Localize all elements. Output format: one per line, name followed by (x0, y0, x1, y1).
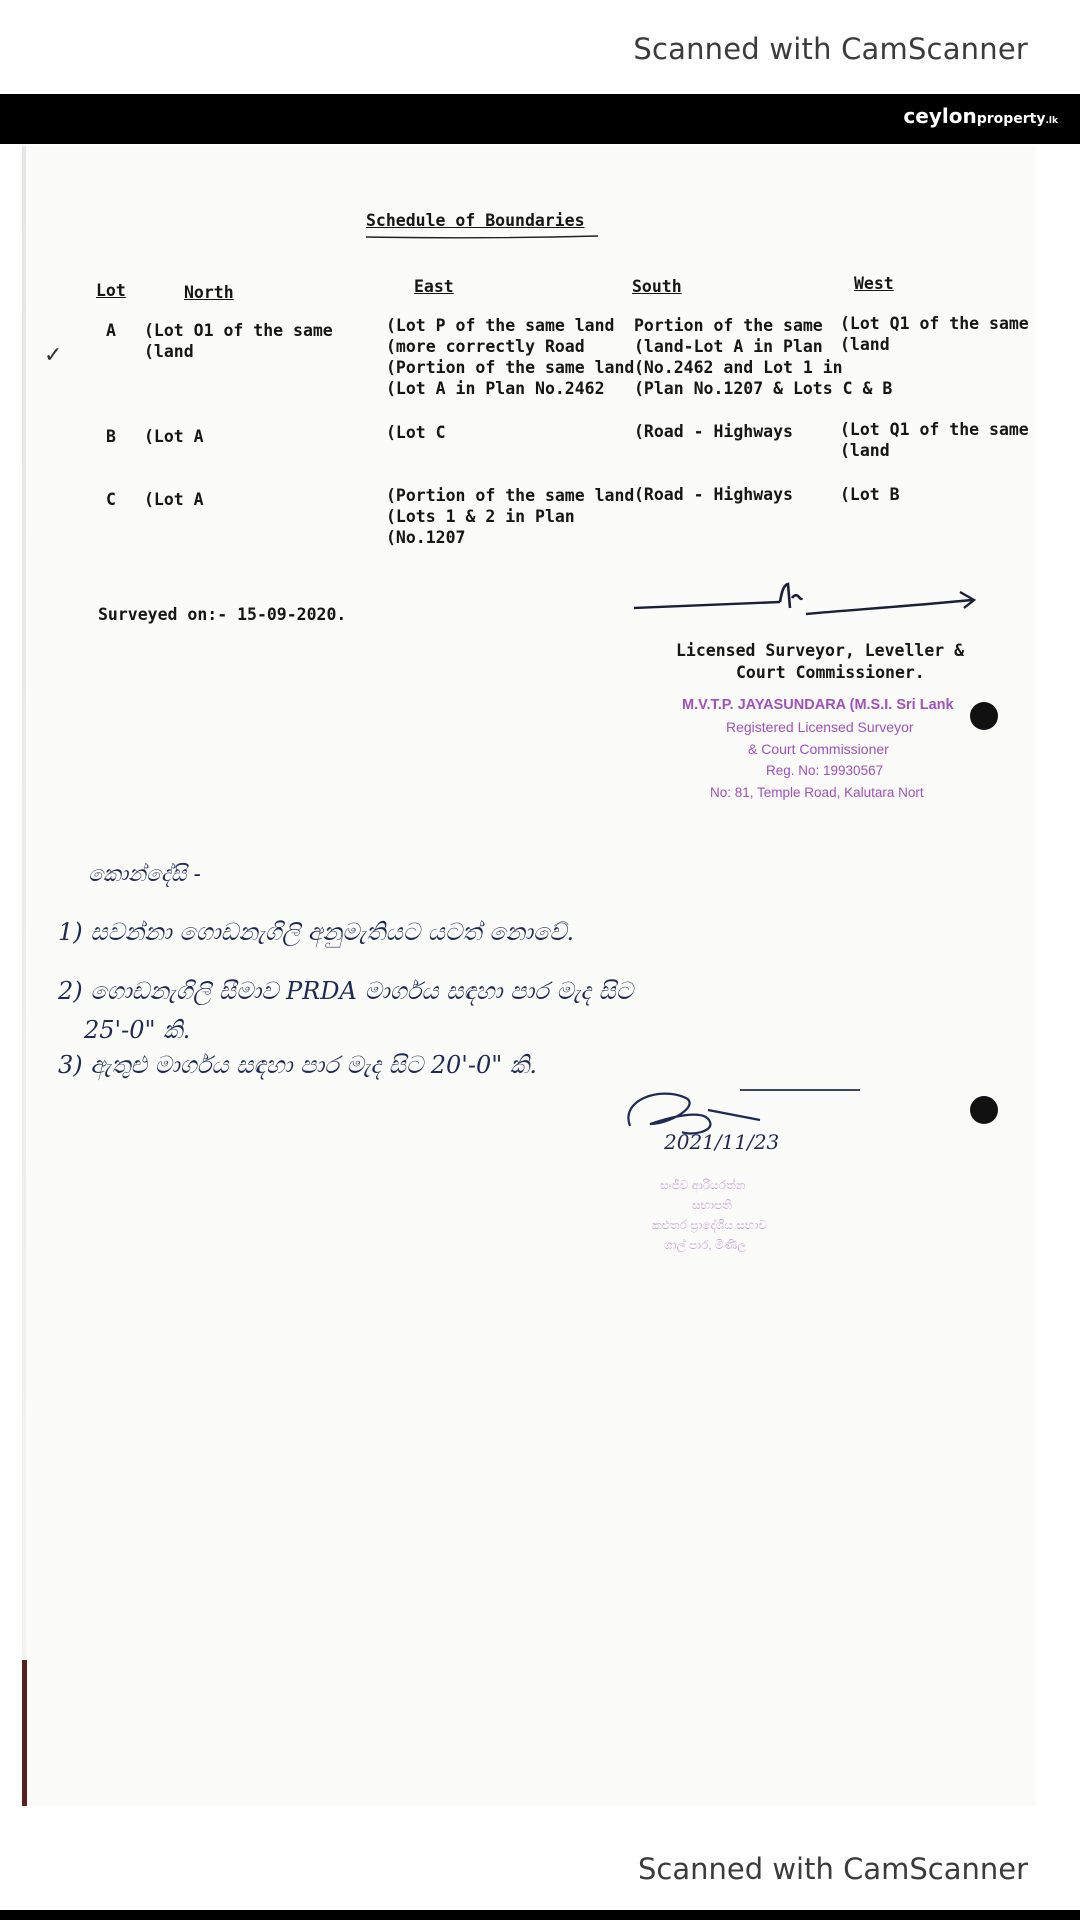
row-c-west: (Lot B (840, 485, 900, 504)
row-c-east: (Portion of the same land (Lots 1 & 2 in Plan (No.1207 (386, 486, 635, 547)
condition-1: 1) සවන්නා ගොඩනැගිලි අනුමැතියට යටත් නොවේ. (58, 918, 575, 946)
row-b-south: (Road - Highways (634, 422, 793, 441)
surveyor-title-2: Court Commissioner. (736, 663, 925, 682)
row-b-lot: B (106, 427, 116, 446)
condition-2-cont: 25'-0" කි. (84, 1016, 191, 1044)
row-a-south: Portion of the same (land-Lot A in Plan (No.2462 and Lot 1 in (Plan No.1207 & Lots C & B (634, 316, 893, 398)
surveyor-signature (630, 580, 982, 630)
surveyed-on: Surveyed on:- 15-09-2020. (98, 605, 347, 624)
header-north: North (184, 283, 234, 302)
council-stamp-name: සංජීව ආරියරත්න (660, 1178, 746, 1192)
row-b-east: (Lot C (386, 423, 446, 442)
stamp-title: Registered Licensed Surveyor (726, 719, 914, 735)
council-stamp-address: ගාල් පාර, මිණිල (664, 1238, 747, 1252)
row-c-lot: C (106, 490, 116, 509)
document-title: Schedule of Boundaries (366, 211, 585, 230)
row-a-west: (Lot Q1 of the same (land (840, 314, 1029, 354)
council-stamp-office: කළුතර ප්‍රාදේශීය සභාව (652, 1218, 767, 1232)
stamp-name: M.V.T.P. JAYASUNDARA (M.S.I. Sri Lank (682, 697, 954, 713)
header-lot: Lot (96, 281, 126, 300)
approval-date: 2021/11/23 (664, 1130, 780, 1154)
stamp-role: & Court Commissioner (748, 741, 889, 757)
paper-binding-edge (22, 1660, 27, 1806)
punch-hole-top (970, 702, 998, 730)
row-a-lot: A (106, 321, 116, 340)
row-b-west: (Lot Q1 of the same (land (840, 420, 1029, 460)
bottom-bar (0, 1910, 1080, 1920)
stamp-address: No: 81, Temple Road, Kalutara Nort (710, 785, 924, 800)
condition-3: 3) ඇතුළු මාර්ගය සඳහා පාර මැද සිට 20'-0" කි. (58, 1051, 538, 1079)
brand-logo: ceylonproperty.lk (903, 104, 1058, 128)
condition-2: 2) ගොඩනැගිලි සීමාව PRDA මාර්ගය සඳහා පාර මැද සිට (58, 977, 634, 1005)
header-west: West (854, 274, 894, 293)
check-mark: ✓ (44, 342, 63, 367)
council-stamp-title: සභාපති (692, 1198, 732, 1212)
scanner-watermark-top: Scanned with CamScanner (633, 32, 1028, 66)
row-b-north: (Lot A (144, 427, 204, 446)
title-underline (366, 234, 598, 240)
surveyor-title-1: Licensed Surveyor, Leveller & (676, 641, 965, 660)
conditions-heading: කොන්දේසි - (88, 862, 201, 887)
header-south: South (632, 277, 682, 296)
stamp-reg: Reg. No: 19930567 (766, 763, 884, 778)
row-a-north: (Lot O1 of the same (land (144, 321, 333, 361)
row-c-south: (Road - Highways (634, 485, 793, 504)
punch-hole-bottom (970, 1096, 998, 1124)
scanner-watermark-bottom: Scanned with CamScanner (637, 1852, 1028, 1886)
row-a-east: (Lot P of the same land (more correctly Road (Portion of the same land (Lot A in Plan No.2462 (386, 316, 635, 398)
paper-edge (22, 146, 26, 1806)
scanner-header (0, 0, 1080, 94)
row-c-north: (Lot A (144, 490, 204, 509)
header-east: East (414, 277, 454, 296)
